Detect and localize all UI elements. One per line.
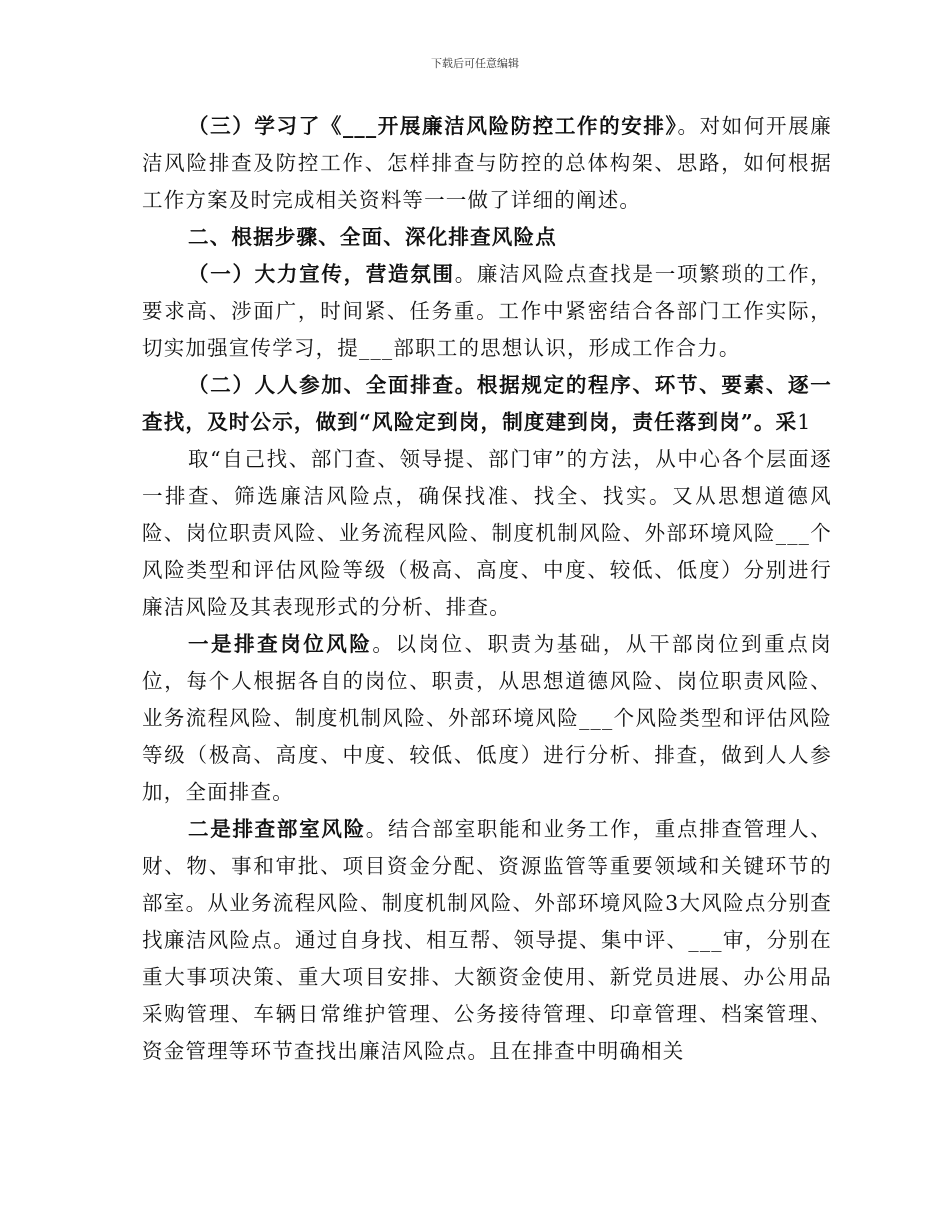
section-heading bbox=[142, 219, 832, 256]
paragraph-lead: （一）大力宣传，营造氛围 bbox=[188, 262, 455, 286]
paragraph-text: 。结合部室职能和业务工作，重点排查管理人、财、物、事和审批、项目资金分配、资源监管等重要领域和关键环节的部室。从业务流程风险、制度机制风险、外部环境风险3大风险点分别查找廉洁风险点。通过自身找、相互帮、领导提、集中评、___审，分别在重大事项决策、重大项目安排、大额资金使用、新党员进展、办公用品采购管理、车辆日常维护管理、公务接待管理、印章管理、档案管理、资金管理等环节查找出廉洁风险点。且在排查中明确相关 bbox=[142, 817, 832, 1063]
paragraph-department-risk bbox=[142, 811, 832, 1070]
paragraph-publicity bbox=[142, 256, 832, 367]
paragraph-text: 。以岗位、职责为基础，从干部岗位到重点岗位，每个人根据各自的岗位、职责，从思想道德风险、岗位职责风险、业务流程风险、制度机制风险、外部环境风险___个风险类型和评估风险等级（极高、高度、中度、较低、低度）进行分析、排查，做到人人参加，全面排查。 bbox=[142, 632, 832, 804]
paragraph-study-arrangement bbox=[142, 108, 832, 219]
section-heading-text: 二、根据步骤、全面、深化排查风险点 bbox=[188, 225, 557, 249]
paragraph-lead: （二）人人参加、全面排查。根据规定的程序、环节、要素、逐一查找，及时公示，做到“风险定到岗，制度建到岗，责任落到岗”。采 bbox=[142, 373, 832, 434]
page-header-note: 下载后可任意编辑 bbox=[431, 57, 519, 70]
paragraph-lead: 二是排查部室风险 bbox=[188, 817, 366, 841]
paragraph-text: 。廉洁风险点查找是一项繁琐的工作，要求高、涉面广，时间紧、任务重。工作中紧密结合各部门工作实际，切实加强宣传学习，提___部职工的思想认识，形成工作合力。 bbox=[142, 262, 832, 360]
paragraph-text: 1 bbox=[797, 410, 812, 434]
paragraph-text: 取“自己找、部门查、领导提、部门审”的方法，从中心各个层面逐一排查、筛选廉洁风险点，确保找准、找全、找实。又从思想道德风险、岗位职责风险、业务流程风险、制度机制风险、外部环境风险___个风险类型和评估风险等级（极高、高度、中度、较低、低度）分别进行廉洁风险及其表现形式的分析、排查。 bbox=[142, 447, 832, 619]
paragraph-text: 。对如何开展廉洁风险排查及防控工作、怎样排查与防控的总体构架、思路，如何根据工作方案及时完成相关资料等一一做了详细的阐述。 bbox=[142, 114, 832, 212]
paragraph-method bbox=[142, 441, 832, 626]
paragraph-lead: （三）学习了《___开展廉洁风险防控工作的安排》 bbox=[188, 114, 678, 138]
paragraph-post-risk bbox=[142, 626, 832, 811]
paragraph-lead: 一是排查岗位风险 bbox=[188, 632, 373, 656]
paragraph-everyone-participates bbox=[142, 367, 832, 441]
document-body bbox=[142, 108, 832, 1070]
